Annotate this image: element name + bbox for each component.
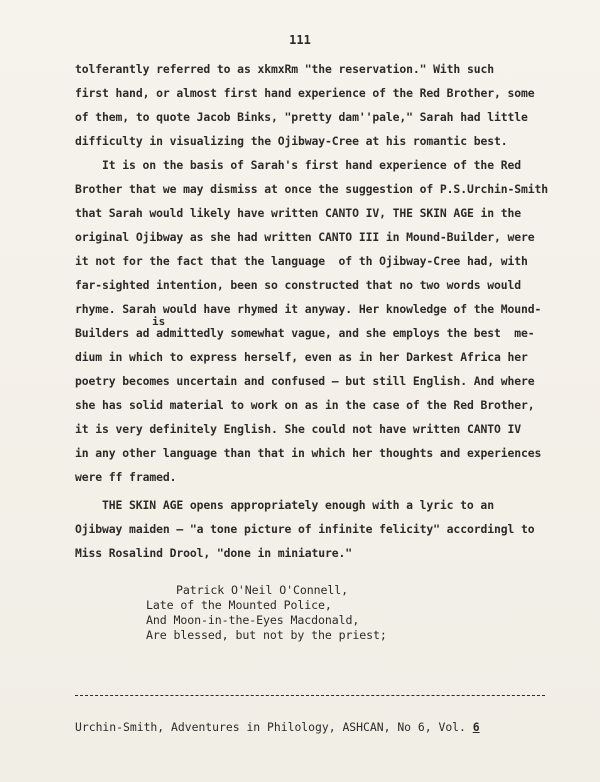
handwritten-insertion: is <box>152 315 166 328</box>
footnote-volume: 6 <box>472 720 480 734</box>
text-line: that Sarah would likely have written CANTO IV, THE SKIN AGE in the <box>75 206 522 220</box>
text-line: dium in which to express herself, even as in her Darkest Africa her <box>75 350 528 364</box>
verse-line: And Moon-in-the-Eyes Macdonald, <box>146 613 360 627</box>
text-line: original Ojibway as she had written CANTO III in Mound-Builder, were <box>75 230 535 244</box>
text-line: It is on the basis of Sarah's first hand experience of the Red <box>102 158 521 172</box>
text-line: she has solid material to work on as in the case of the Red Brother, <box>75 398 535 412</box>
verse-line: Are blessed, but not by the priest; <box>146 628 387 642</box>
verse-line: Patrick O'Neil O'Connell, <box>176 583 349 597</box>
text-line: poetry becomes uncertain and confused — but still English. And where <box>75 374 535 388</box>
text-line: difficulty in visualizing the Ojibway-Cree at his romantic best. <box>75 134 508 148</box>
text-line: THE SKIN AGE opens appropriately enough with a lyric to an <box>102 498 494 512</box>
footnote <box>75 720 480 734</box>
page-number: 111 <box>289 33 311 47</box>
text-line: rhyme. Sarah would have rhymed it anyway. Her knowledge of the Mound- <box>75 302 542 316</box>
text-line: of them, to quote Jacob Binks, "pretty dam''pale," Sarah had little <box>75 110 528 124</box>
text-line: were ff framed. <box>75 470 177 484</box>
text-line: far-sighted intention, been so constructed that no two words would <box>75 278 522 292</box>
text-line: in any other language than that in which her thoughts and experiences <box>75 446 542 460</box>
verse-line: Late of the Mounted Police, <box>146 598 332 612</box>
text-line: it is very definitely English. She could not have written CANTO IV <box>75 422 522 436</box>
footnote-text: Urchin-Smith, Adventures in Philology, ASHCAN, No 6, Vol. <box>75 720 473 734</box>
text-line: it not for the fact that the language of th Ojibway-Cree had, with <box>75 254 528 268</box>
text-line: Builders ad admittedly somewhat vague, and she employs the best me- <box>75 326 535 340</box>
text-line: first hand, or almost first hand experience of the Red Brother, some <box>75 86 535 100</box>
text-line: Brother that we may dismiss at once the suggestion of P.S.Urchin-Smith <box>75 182 549 196</box>
footnote-divider <box>75 695 545 696</box>
text-line: tolferantly referred to as xkmxRm "the reservation." With such <box>75 62 494 76</box>
text-line: Miss Rosalind Drool, "done in miniature." <box>75 546 353 560</box>
text-line: Ojibway maiden — "a tone picture of infinite felicity" accordingl to <box>75 522 535 536</box>
